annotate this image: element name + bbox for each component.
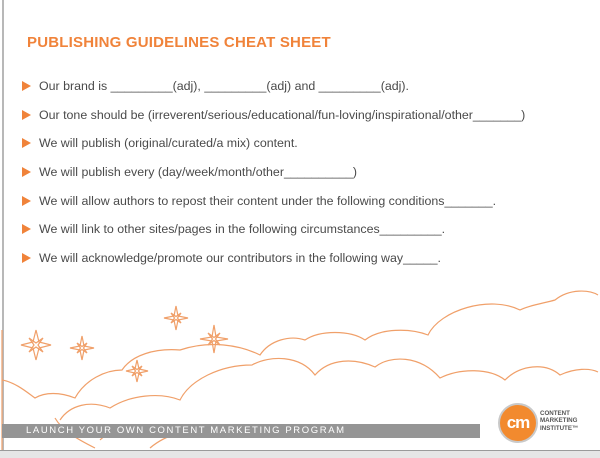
list-item [22, 72, 582, 101]
star-icon [126, 360, 148, 382]
list-item [22, 101, 582, 130]
logo-line-1: CONTENT [540, 410, 570, 417]
guidelines-list [22, 72, 582, 272]
logo-wordmark [540, 410, 578, 432]
arrow-bullet-icon [22, 196, 31, 206]
guideline-text: We will publish every (day/week/month/other__________) [39, 165, 357, 180]
arrow-bullet-icon [22, 253, 31, 263]
page-title: PUBLISHING GUIDELINES CHEAT SHEET [27, 34, 331, 51]
guideline-text: We will acknowledge/promote our contributors in the following way_____. [39, 250, 441, 265]
star-icon [21, 330, 51, 360]
star-icon [70, 336, 94, 360]
cloud-outline [2, 291, 598, 398]
list-item [22, 186, 582, 215]
cmi-logo [498, 401, 598, 447]
guideline-text: Our brand is _________(adj), _________(adj) and _________(adj). [39, 79, 409, 94]
star-icon [200, 325, 228, 353]
arrow-bullet-icon [22, 167, 31, 177]
guideline-text: We will link to other sites/pages in the following circumstances_________. [39, 222, 446, 237]
logo-line-2: MARKETING [540, 417, 578, 425]
arrow-bullet-icon [22, 81, 31, 91]
logo-line-3: INSTITUTE™ [540, 424, 579, 432]
arrow-bullet-icon [22, 138, 31, 148]
list-item [22, 244, 582, 273]
list-item [22, 129, 582, 158]
cm-logo-icon: cm [498, 403, 538, 443]
arrow-bullet-icon [22, 224, 31, 234]
guideline-text: We will allow authors to repost their content under the following conditions_______. [39, 193, 497, 208]
star-icon [164, 306, 188, 330]
list-item [22, 215, 582, 244]
footer-banner-text: LAUNCH YOUR OWN CONTENT MARKETING PROGRAM [26, 425, 346, 436]
list-item [22, 158, 582, 187]
guideline-text: Our tone should be (irreverent/serious/educational/fun-loving/inspirational/other_______) [39, 107, 526, 122]
arrow-bullet-icon [22, 110, 31, 120]
guideline-text: We will publish (original/curated/a mix) content. [39, 136, 298, 151]
